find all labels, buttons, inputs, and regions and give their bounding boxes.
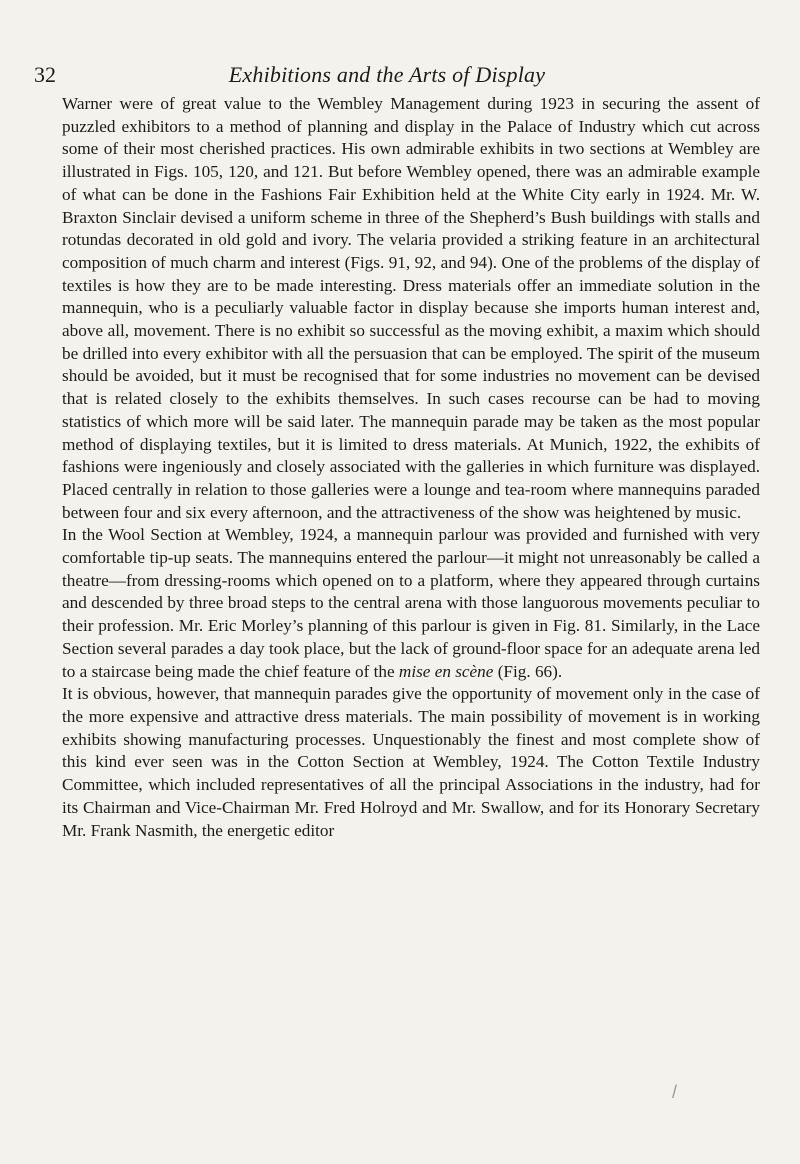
running-title: Exhibitions and the Arts of Display bbox=[228, 62, 546, 87]
page-header bbox=[34, 62, 740, 92]
paragraph-2 bbox=[62, 524, 760, 683]
stray-pencil-mark: / bbox=[672, 1082, 678, 1102]
paragraph-1-text: Warner were of great value to the Wembley Management during 1923 in securing the assent of puzzled exhibitors to a method of planning and display in the Palace of Industry which cut across some of their most cherished practices. His own admirable exhibits in two sections at Wembley are illustrated in Figs. 105, 120, and 121. But before Wembley opened, there was an admirable example of what can be done in the Fashions Fair Exhibition held at the White City early in 1924. Mr. W. Braxton Sinclair devised a uniform scheme in three of the Shepherd’s Bush buildings with stalls and rotundas decorated in old gold and ivory. The velaria provided a striking feature in an architectural composition of much charm and interest (Figs. 91, 92, and 94). One of the problems of the display of textiles is how they are to be made interesting. Dress materials offer an immediate solution in the mannequin, who is a peculiarly valuable factor in display because she imports human interest and, above all, movement. There is no exhibit so successful as the moving exhibit, a maxim which should be drilled into every exhibitor with all the persuasion that can be employed. The spirit of the museum should be avoided, but it must be recognised that for some industries no movement can be devised that is related closely to the exhibits themselves. In such cases recourse can be had to moving statistics of which more will be said later. The mannequin parade may be taken as the most popular method of displaying textiles, but it is limited to dress materials. At Munich, 1922, the exhibits of fashions were ingeniously and closely associated with the galleries in which furniture was displayed. Placed centrally in relation to those galleries were a lounge and tea-room where mannequins paraded between four and six every afternoon, and the attractiveness of the show was heightened by music. bbox=[62, 94, 760, 522]
paragraph-3 bbox=[62, 683, 760, 842]
body-text bbox=[62, 93, 760, 842]
paragraph-2-text-after: (Fig. 66). bbox=[493, 661, 563, 681]
paragraph-2-text-before: In the Wool Section at Wembley, 1924, a mannequin parlour was provided and furnished with very comfortable tip-up seats. The mannequins entered the parlour—it might not unreasonably be called a theatre—from dressing-rooms which opened on to a platform, where they appeared through curtains and descended by three broad steps to the central arena with those languorous movements peculiar to their profession. Mr. Eric Morley’s planning of this parlour is given in Fig. 81. Similarly, in the Lace Section several parades a day took place, but the lack of ground-floor space for an adequate arena led to a staircase being made the chief feature of the bbox=[62, 525, 760, 681]
paragraph-2-italic: mise en scène bbox=[398, 661, 494, 681]
paragraph-3-text: It is obvious, however, that mannequin parades give the opportunity of movement only in the case of the more expensive and attractive dress materials. The main possibility of movement is in working exhibits showing manufacturing processes. Unquestionably the finest and most complete show of this kind ever seen was in the Cotton Section at Wembley, 1924. The Cotton Textile Industry Committee, which included representatives of all the principal Associations in the industry, had for its Chairman and Vice-Chairman Mr. Fred Holroyd and Mr. Swallow, and for its Honorary Secretary Mr. Frank Nasmith, the energetic editor bbox=[62, 684, 760, 840]
page-number: 32 bbox=[34, 62, 56, 87]
paragraph-1 bbox=[62, 93, 760, 524]
